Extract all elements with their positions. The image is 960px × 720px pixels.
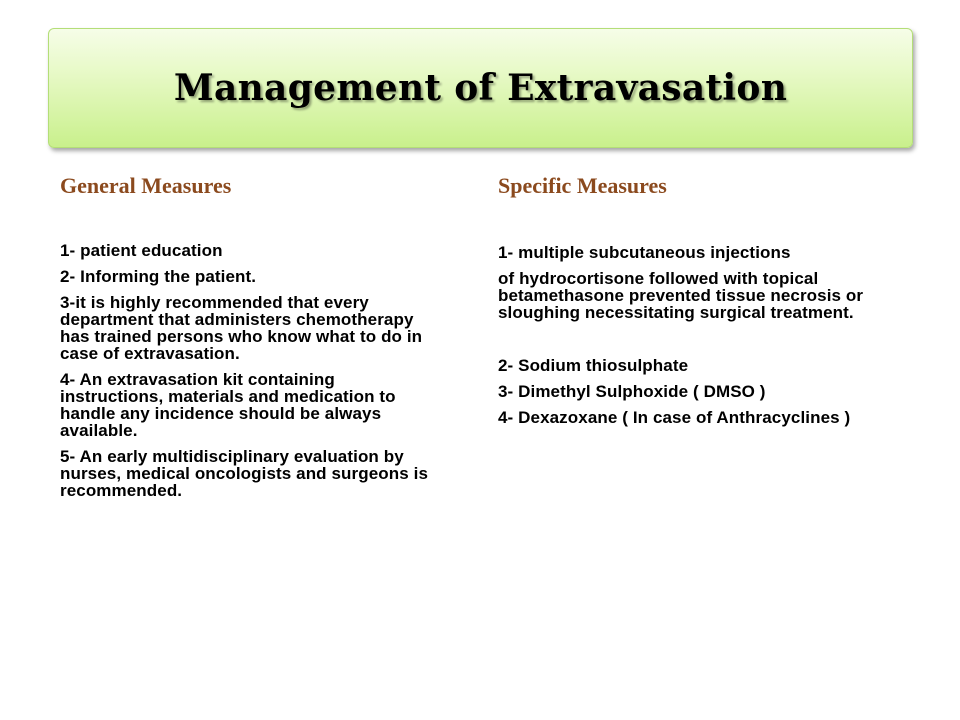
list-item: 1- multiple subcutaneous injections [498, 243, 791, 262]
list-item: 3- Dimethyl Sulphoxide ( DMSO ) [498, 382, 766, 401]
list-item: of hydrocortisone followed with topical betamethasone prevented tissue necrosis or sloughing necessitating surgical treatment. [498, 269, 864, 322]
list-item: 4- Dexazoxane ( In case of Anthracyclines ) [498, 408, 851, 427]
title-banner [48, 28, 913, 148]
specific-measures-heading: Specific Measures [498, 173, 667, 198]
list-item: 2- Sodium thiosulphate [498, 356, 689, 375]
general-measures-heading: General Measures [60, 173, 232, 198]
list-item: 3-it is highly recommended that every department that administers chemotherapy has trained persons who know what to do in case of extravasation. [60, 293, 423, 363]
list-item: 2- Informing the patient. [60, 267, 257, 286]
general-measures-list [60, 242, 440, 499]
specific-measures-list [498, 244, 898, 426]
list-item: 1- patient education [60, 241, 223, 260]
slide-title: Management of Extravasation [173, 67, 788, 109]
general-measures-column [60, 172, 440, 508]
list-item: 4- An extravasation kit containing instructions, materials and medication to handle any incidence should be always available. [60, 370, 396, 440]
list-item: 5- An early multidisciplinary evaluation by nurses, medical oncologists and surgeons is recommended. [60, 447, 429, 500]
specific-measures-column [498, 172, 898, 435]
